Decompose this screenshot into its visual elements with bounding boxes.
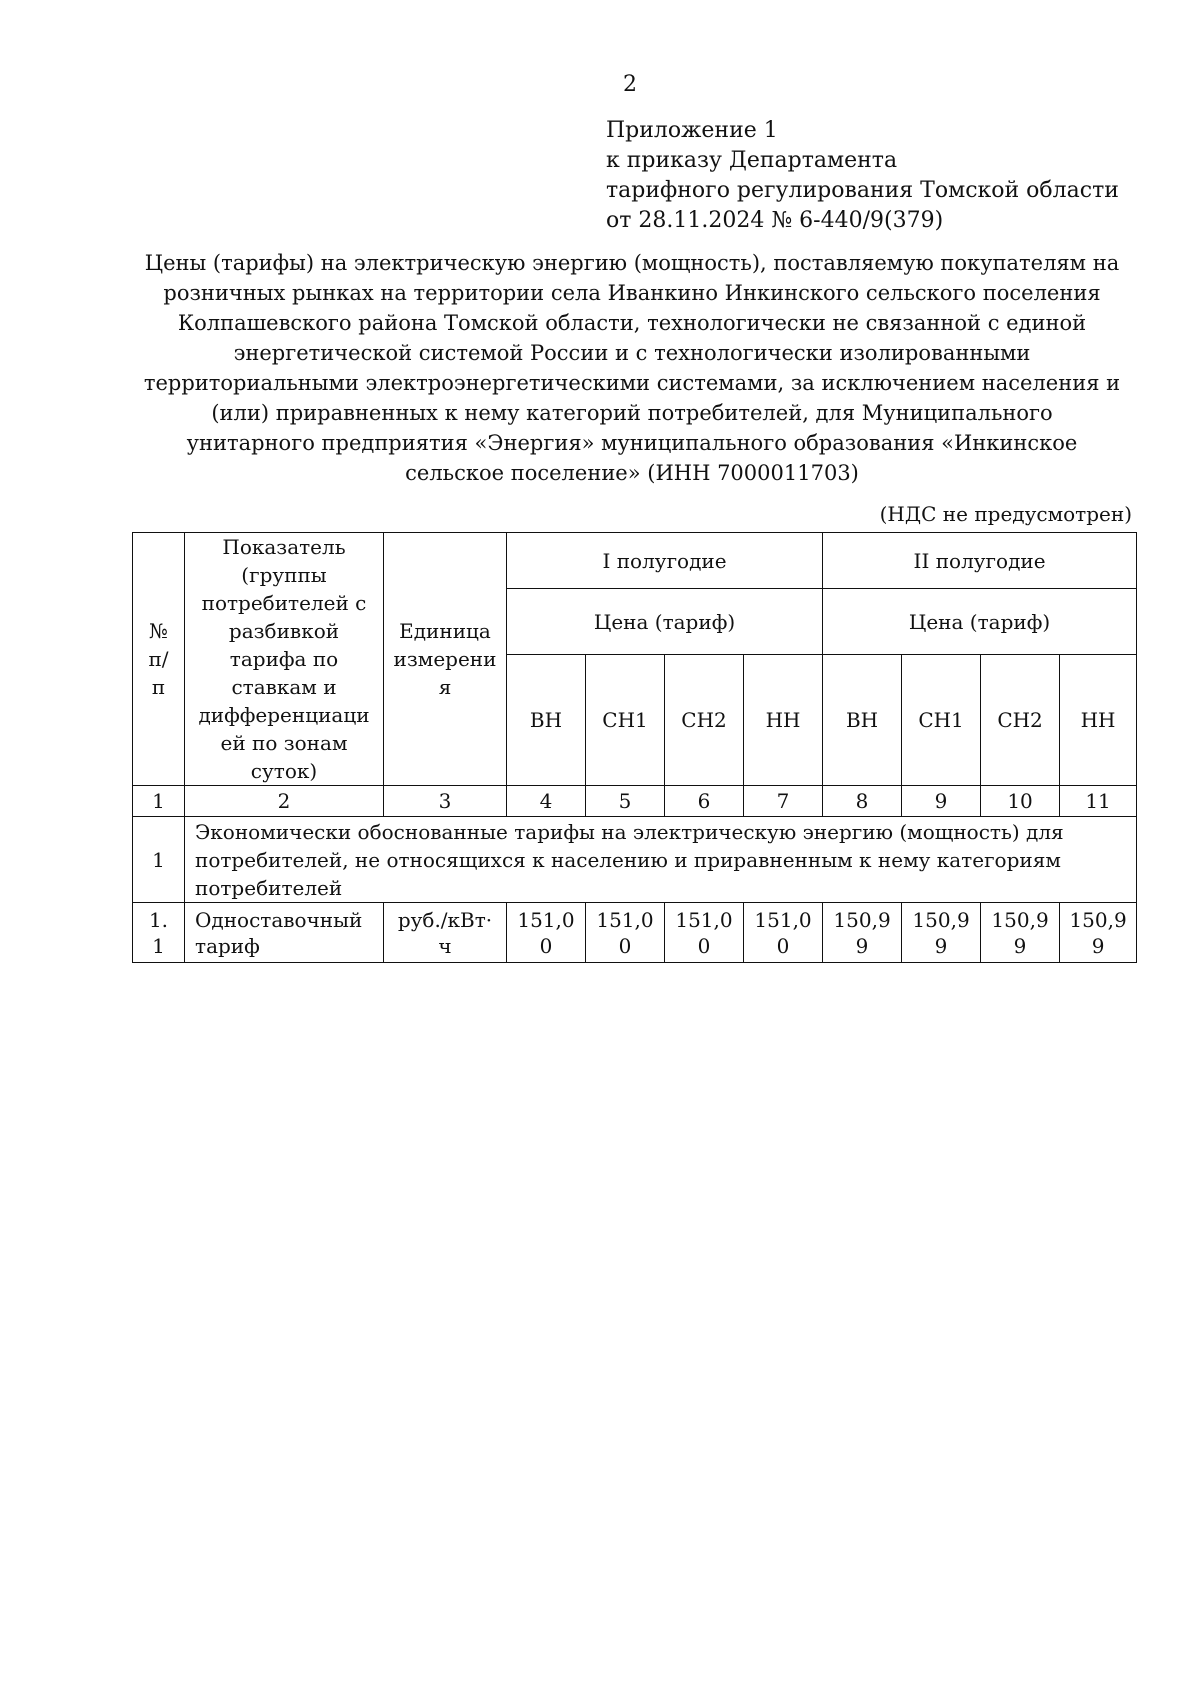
column-number: 9 [902, 786, 981, 817]
row-num: 1. 1 [133, 903, 185, 963]
header-num: № п/ п [133, 533, 185, 786]
column-number: 6 [665, 786, 744, 817]
header-indicator: Показатель (группы потребителей с разбивкой тарифа по ставкам и дифференциаци ей по зонам суток) [185, 533, 384, 786]
column-number: 7 [744, 786, 823, 817]
tariff-value: 151,0 0 [744, 903, 823, 963]
column-number-row [133, 786, 1137, 817]
section-num: 1 [133, 817, 185, 903]
header-level: СН2 [981, 655, 1060, 786]
column-number: 8 [823, 786, 902, 817]
row-unit: руб./кВт· ч [384, 903, 507, 963]
title-line: энергетической системой России и с технологически изолированными [233, 341, 1031, 365]
column-number: 3 [384, 786, 507, 817]
appendix-line: к приказу Департамента [606, 148, 898, 173]
header-row-halves [133, 533, 1137, 589]
column-number: 11 [1060, 786, 1137, 817]
header-level: ВН [823, 655, 902, 786]
header-level: НН [1060, 655, 1137, 786]
title-line: сельское поселение» (ИНН 7000011703) [405, 461, 859, 485]
header-price1: Цена (тариф) [507, 589, 823, 655]
column-number: 10 [981, 786, 1060, 817]
section-title: Экономически обоснованные тарифы на электрическую энергию (мощность) для потребителей, не относящихся к населению и приравненным к нему категориям потребителей [185, 817, 1137, 903]
tariff-value: 151,0 0 [507, 903, 586, 963]
appendix-line: тарифного регулирования Томской области [606, 178, 1119, 203]
header-price2: Цена (тариф) [823, 589, 1137, 655]
header-level: СН1 [586, 655, 665, 786]
header-level: СН1 [902, 655, 981, 786]
title-line: (или) приравненных к нему категорий потребителей, для Муниципального [211, 401, 1053, 425]
header-half1: I полугодие [507, 533, 823, 589]
appendix-line: Приложение 1 [606, 118, 778, 143]
header-level: ВН [507, 655, 586, 786]
title-line: розничных рынках на территории села Иванкино Инкинского сельского поселения [163, 281, 1101, 305]
page-number: 2 [623, 72, 637, 97]
header-level: СН2 [665, 655, 744, 786]
tariff-value: 150,9 9 [902, 903, 981, 963]
column-number: 4 [507, 786, 586, 817]
appendix-line: от 28.11.2024 № 6-440/9(379) [606, 208, 944, 233]
tariff-value: 151,0 0 [665, 903, 744, 963]
tariff-value: 150,9 9 [823, 903, 902, 963]
tariff-value: 150,9 9 [1060, 903, 1137, 963]
row-name: Одноставочный тариф [185, 903, 384, 963]
appendix-block [606, 116, 1119, 236]
tariff-value: 150,9 9 [981, 903, 1060, 963]
column-number: 1 [133, 786, 185, 817]
column-number: 2 [185, 786, 384, 817]
header-level: НН [744, 655, 823, 786]
section-row [133, 817, 1137, 903]
title-line: Колпашевского района Томской области, технологически не связанной с единой [177, 311, 1087, 335]
table-row [133, 903, 1137, 963]
title-line: территориальными электроэнергетическими системами, за исключением населения и [143, 371, 1121, 395]
vat-note: (НДС не предусмотрен) [879, 502, 1132, 526]
tariff-value: 151,0 0 [586, 903, 665, 963]
header-half2: II полугодие [823, 533, 1137, 589]
tariff-table [132, 532, 1137, 963]
document-title [132, 248, 1132, 488]
header-unit: Единица измерени я [384, 533, 507, 786]
title-line: Цены (тарифы) на электрическую энергию (мощность), поставляемую покупателям на [144, 251, 1120, 275]
title-line: унитарного предприятия «Энергия» муниципального образования «Инкинское [186, 431, 1078, 455]
column-number: 5 [586, 786, 665, 817]
